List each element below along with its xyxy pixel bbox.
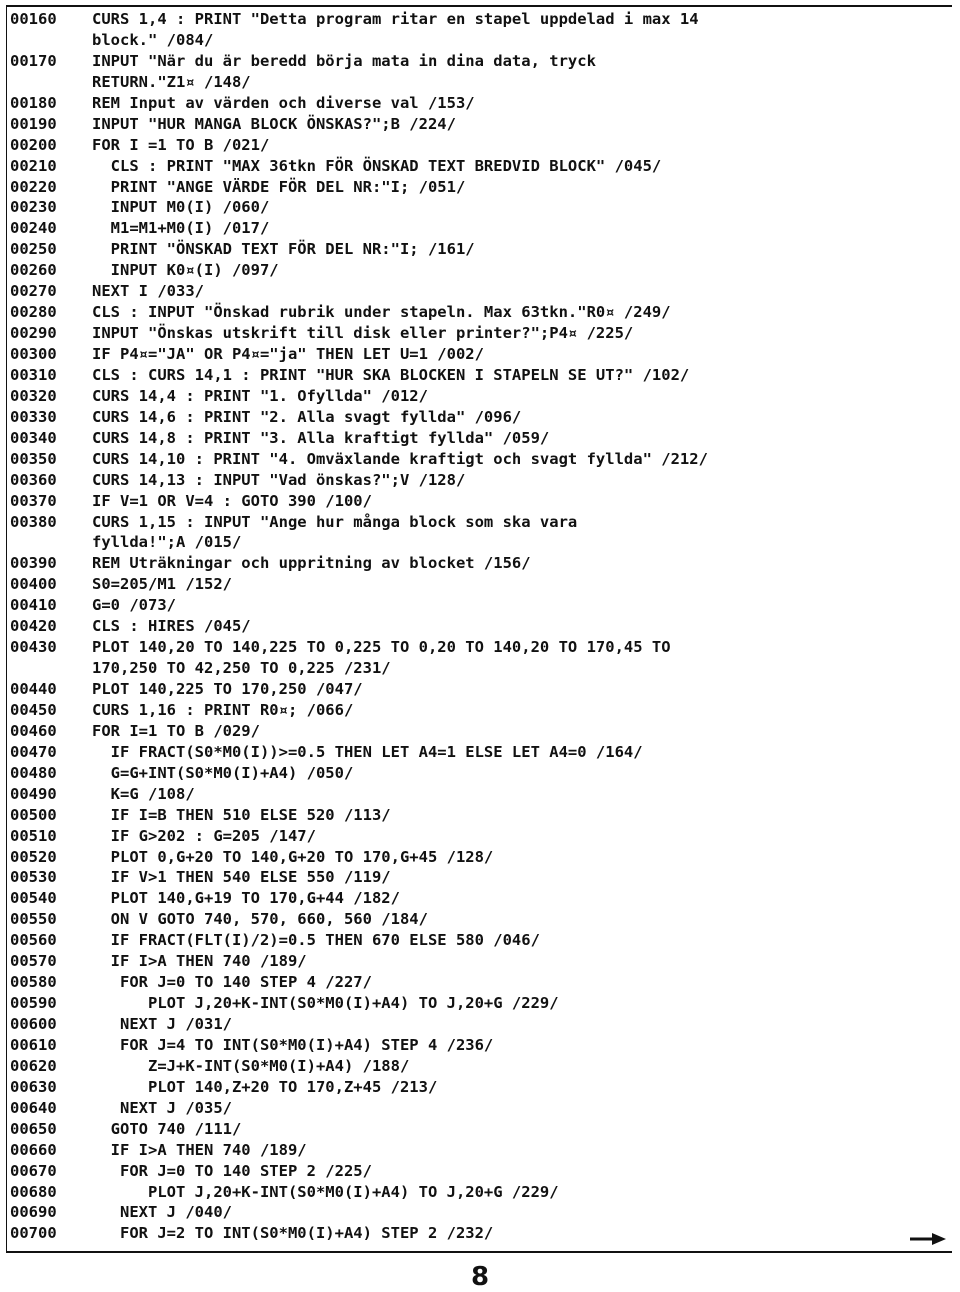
listing-line <box>10 553 950 574</box>
line-code: FOR J=2 TO INT(S0*M0(I)+A4) STEP 2 /232/ <box>92 1224 494 1243</box>
line-code: FOR I =1 TO B /021/ <box>92 135 270 154</box>
line-number: 00660 <box>10 1140 57 1159</box>
line-number: 00440 <box>10 680 57 698</box>
listing-line <box>10 972 950 993</box>
listing-line <box>10 616 950 637</box>
line-code: CLS : INPUT "Önskad rubrik under stapeln. Max 63tkn."R0¤ /249/ <box>92 303 671 322</box>
line-code: CURS 14,6 : PRINT "2. Alla svagt fyllda" /096/ <box>92 407 522 426</box>
listing-line <box>10 428 950 449</box>
listing-line <box>10 1161 950 1182</box>
line-number: 00280 <box>10 303 57 322</box>
line-code: NEXT I /033/ <box>92 282 204 301</box>
line-code: PLOT 140,225 TO 170,250 /047/ <box>92 680 363 698</box>
line-code: PLOT 140,20 TO 140,225 TO 0,225 TO 0,20 TO 140,20 TO 170,45 TO <box>92 638 671 657</box>
line-code: CURS 14,4 : PRINT "1. Ofyllda" /012/ <box>92 386 428 405</box>
line-code: K=G /108/ <box>92 784 195 803</box>
line-code: PLOT 140,Z+20 TO 170,Z+45 /213/ <box>92 1077 438 1096</box>
line-number: 00210 <box>10 156 57 175</box>
line-number: 00390 <box>10 554 57 573</box>
line-number: 00480 <box>10 763 57 782</box>
line-code: INPUT K0¤(I) /097/ <box>92 261 279 280</box>
line-code: G=G+INT(S0*M0(I)+A4) /050/ <box>92 763 354 782</box>
listing-line <box>10 135 950 156</box>
line-number: 00560 <box>10 931 57 950</box>
listing-line <box>10 177 950 198</box>
line-number: 00350 <box>10 449 57 468</box>
listing-line <box>10 470 950 491</box>
line-number <box>10 532 92 553</box>
listing-line <box>10 867 950 888</box>
listing-line <box>10 805 950 826</box>
listing-line <box>10 302 950 323</box>
listing-line <box>10 156 950 177</box>
line-code: CURS 14,8 : PRINT "3. Alla kraftigt fyllda" /059/ <box>92 428 550 447</box>
listing-line <box>10 1140 950 1161</box>
line-number: 00530 <box>10 868 57 887</box>
listing-line <box>10 637 950 658</box>
line-number <box>10 72 92 93</box>
listing-line <box>10 993 950 1014</box>
listing-line <box>10 281 950 302</box>
line-code: G=0 /073/ <box>92 596 176 615</box>
listing-line <box>10 1119 950 1140</box>
line-code: RETURN."Z1¤ /148/ <box>92 72 251 91</box>
listing-line <box>10 260 950 281</box>
line-number: 00260 <box>10 261 57 280</box>
listing-line <box>10 344 950 365</box>
line-number: 00620 <box>10 1056 57 1075</box>
line-number: 00520 <box>10 847 57 866</box>
line-number: 00460 <box>10 721 57 740</box>
page-number: 8 <box>470 1262 490 1292</box>
listing-line <box>10 449 950 470</box>
listing-line <box>10 595 950 616</box>
line-number: 00640 <box>10 1098 57 1117</box>
line-code: CURS 14,13 : INPUT "Vad önskas?";V /128/ <box>92 470 466 489</box>
listing-line <box>10 742 950 763</box>
line-code: IF P4¤="JA" OR P4¤="ja" THEN LET U=1 /002/ <box>92 345 484 363</box>
line-number: 00500 <box>10 805 57 824</box>
line-number: 00340 <box>10 428 57 447</box>
listing-line <box>10 197 950 218</box>
line-code: Z=J+K-INT(S0*M0(I)+A4) /188/ <box>92 1056 410 1075</box>
line-code: GOTO 740 /111/ <box>92 1119 242 1138</box>
line-code: CURS 1,16 : PRINT R0¤; /066/ <box>92 700 354 719</box>
listing-line <box>10 323 950 344</box>
listing-line <box>10 574 950 595</box>
listing-line <box>10 491 950 512</box>
line-number: 00200 <box>10 135 57 154</box>
listing-line <box>10 512 950 533</box>
line-code: PRINT "ÖNSKAD TEXT FÖR DEL NR:"I; /161/ <box>92 240 475 259</box>
line-code: IF G>202 : G=205 /147/ <box>92 826 316 845</box>
listing-line <box>10 239 950 260</box>
line-number: 00700 <box>10 1224 57 1243</box>
line-number: 00550 <box>10 910 57 929</box>
line-number: 00310 <box>10 365 57 384</box>
listing-line <box>10 1056 950 1077</box>
line-code: IF V=1 OR V=4 : GOTO 390 /100/ <box>92 491 372 510</box>
listing-line <box>10 386 950 407</box>
listing-line <box>10 9 950 30</box>
line-number: 00430 <box>10 638 57 657</box>
line-number: 00510 <box>10 826 57 845</box>
line-code: PRINT "ANGE VÄRDE FÖR DEL NR:"I; /051/ <box>92 177 466 196</box>
listing-line <box>10 826 950 847</box>
line-code: IF FRACT(FLT(I)/2)=0.5 THEN 670 ELSE 580 /046/ <box>92 931 540 950</box>
line-number: 00360 <box>10 470 57 489</box>
line-number: 00570 <box>10 952 57 971</box>
listing-line <box>10 1077 950 1098</box>
line-code: INPUT "Önskas utskrift till disk eller printer?";P4¤ /225/ <box>92 324 634 343</box>
line-code: FOR I=1 TO B /029/ <box>92 721 260 740</box>
listing-line <box>10 532 950 553</box>
line-code: PLOT 140,G+19 TO 170,G+44 /182/ <box>92 889 400 908</box>
line-number: 00300 <box>10 345 57 363</box>
line-code: PLOT 0,G+20 TO 140,G+20 TO 170,G+45 /128/ <box>92 847 494 866</box>
line-number: 00170 <box>10 51 57 70</box>
line-number: 00490 <box>10 784 57 803</box>
listing-line <box>10 30 950 51</box>
listing-line <box>10 888 950 909</box>
line-code: CLS : PRINT "MAX 36tkn FÖR ÖNSKAD TEXT BREDVID BLOCK" /045/ <box>92 156 662 175</box>
right-arrow-icon <box>910 1232 946 1246</box>
line-code: PLOT J,20+K-INT(S0*M0(I)+A4) TO J,20+G /229/ <box>92 994 559 1013</box>
line-number: 00690 <box>10 1203 57 1222</box>
line-number: 00400 <box>10 575 57 594</box>
line-code: IF I>A THEN 740 /189/ <box>92 952 307 971</box>
listing-line <box>10 847 950 868</box>
line-code: INPUT "HUR MANGA BLOCK ÖNSKAS?";B /224/ <box>92 114 456 133</box>
line-number: 00180 <box>10 93 57 112</box>
line-number: 00250 <box>10 240 57 259</box>
line-number <box>10 658 92 679</box>
listing-line <box>10 365 950 386</box>
listing-line <box>10 1182 950 1203</box>
line-number: 00670 <box>10 1161 57 1180</box>
listing-line <box>10 1223 950 1244</box>
listing-line <box>10 93 950 114</box>
line-number: 00410 <box>10 596 57 615</box>
line-code: IF I=B THEN 510 ELSE 520 /113/ <box>92 805 391 824</box>
line-code: PLOT J,20+K-INT(S0*M0(I)+A4) TO J,20+G /229/ <box>92 1182 559 1201</box>
listing-line <box>10 114 950 135</box>
line-code: NEXT J /040/ <box>92 1203 232 1222</box>
line-number: 00370 <box>10 491 57 510</box>
line-code: IF V>1 THEN 540 ELSE 550 /119/ <box>92 868 391 887</box>
line-code: FOR J=0 TO 140 STEP 2 /225/ <box>92 1161 372 1180</box>
listing-line <box>10 951 950 972</box>
line-code: FOR J=0 TO 140 STEP 4 /227/ <box>92 973 372 992</box>
line-code: 170,250 TO 42,250 TO 0,225 /231/ <box>92 659 391 678</box>
line-number: 00680 <box>10 1182 57 1201</box>
line-number: 00240 <box>10 219 57 238</box>
listing-line <box>10 909 950 930</box>
line-number: 00650 <box>10 1119 57 1138</box>
line-number: 00630 <box>10 1077 57 1096</box>
line-number: 00380 <box>10 512 57 531</box>
listing-line <box>10 1035 950 1056</box>
line-code: FOR J=4 TO INT(S0*M0(I)+A4) STEP 4 /236/ <box>92 1035 494 1054</box>
line-code: REM Uträkningar och uppritning av blocket /156/ <box>92 554 531 573</box>
listing-line <box>10 658 950 679</box>
listing-line <box>10 1014 950 1035</box>
listing-line <box>10 763 950 784</box>
listing-line <box>10 218 950 239</box>
line-number: 00290 <box>10 324 57 343</box>
basic-program-listing <box>10 9 950 1244</box>
listing-line <box>10 72 950 93</box>
line-code: CLS : CURS 14,1 : PRINT "HUR SKA BLOCKEN I STAPELN SE UT?" /102/ <box>92 365 690 384</box>
line-number: 00190 <box>10 114 57 133</box>
line-code: M1=M1+M0(I) /017/ <box>92 219 270 238</box>
line-number: 00470 <box>10 742 57 761</box>
listing-line <box>10 930 950 951</box>
line-number <box>10 30 92 51</box>
line-number: 00270 <box>10 282 57 301</box>
line-code: NEXT J /035/ <box>92 1098 232 1117</box>
listing-line <box>10 679 950 700</box>
line-number: 00580 <box>10 973 57 992</box>
line-code: REM Input av värden och diverse val /153/ <box>92 93 475 112</box>
line-number: 00590 <box>10 994 57 1013</box>
listing-line <box>10 407 950 428</box>
line-code: INPUT "När du är beredd börja mata in dina data, tryck <box>92 51 596 70</box>
line-code: IF I>A THEN 740 /189/ <box>92 1140 307 1159</box>
listing-line <box>10 1202 950 1223</box>
line-number: 00320 <box>10 386 57 405</box>
line-number: 00160 <box>10 10 57 28</box>
line-number: 00610 <box>10 1035 57 1054</box>
listing-line <box>10 700 950 721</box>
line-number: 00230 <box>10 198 57 217</box>
line-number: 00600 <box>10 1015 57 1033</box>
listing-line <box>10 1098 950 1119</box>
line-code: ON V GOTO 740, 570, 660, 560 /184/ <box>92 910 428 929</box>
line-code: fyllda!";A /015/ <box>92 533 242 552</box>
line-code: NEXT J /031/ <box>92 1015 232 1033</box>
line-code: IF FRACT(S0*M0(I))>=0.5 THEN LET A4=1 ELSE LET A4=0 /164/ <box>92 742 643 761</box>
listing-line <box>10 784 950 805</box>
line-number: 00420 <box>10 617 57 636</box>
line-code: block." /084/ <box>92 30 214 49</box>
line-code: S0=205/M1 /152/ <box>92 575 232 594</box>
line-number: 00450 <box>10 700 57 719</box>
line-code: CURS 14,10 : PRINT "4. Omväxlande kraftigt och svagt fyllda" /212/ <box>92 449 708 468</box>
listing-line <box>10 51 950 72</box>
line-number: 00330 <box>10 407 57 426</box>
line-code: INPUT M0(I) /060/ <box>92 198 270 217</box>
line-code: CURS 1,15 : INPUT "Ange hur många block som ska vara <box>92 512 578 531</box>
line-number: 00220 <box>10 177 57 196</box>
listing-line <box>10 721 950 742</box>
line-number: 00540 <box>10 889 57 908</box>
line-code: CLS : HIRES /045/ <box>92 617 251 636</box>
line-code: CURS 1,4 : PRINT "Detta program ritar en stapel uppdelad i max 14 <box>92 10 699 28</box>
